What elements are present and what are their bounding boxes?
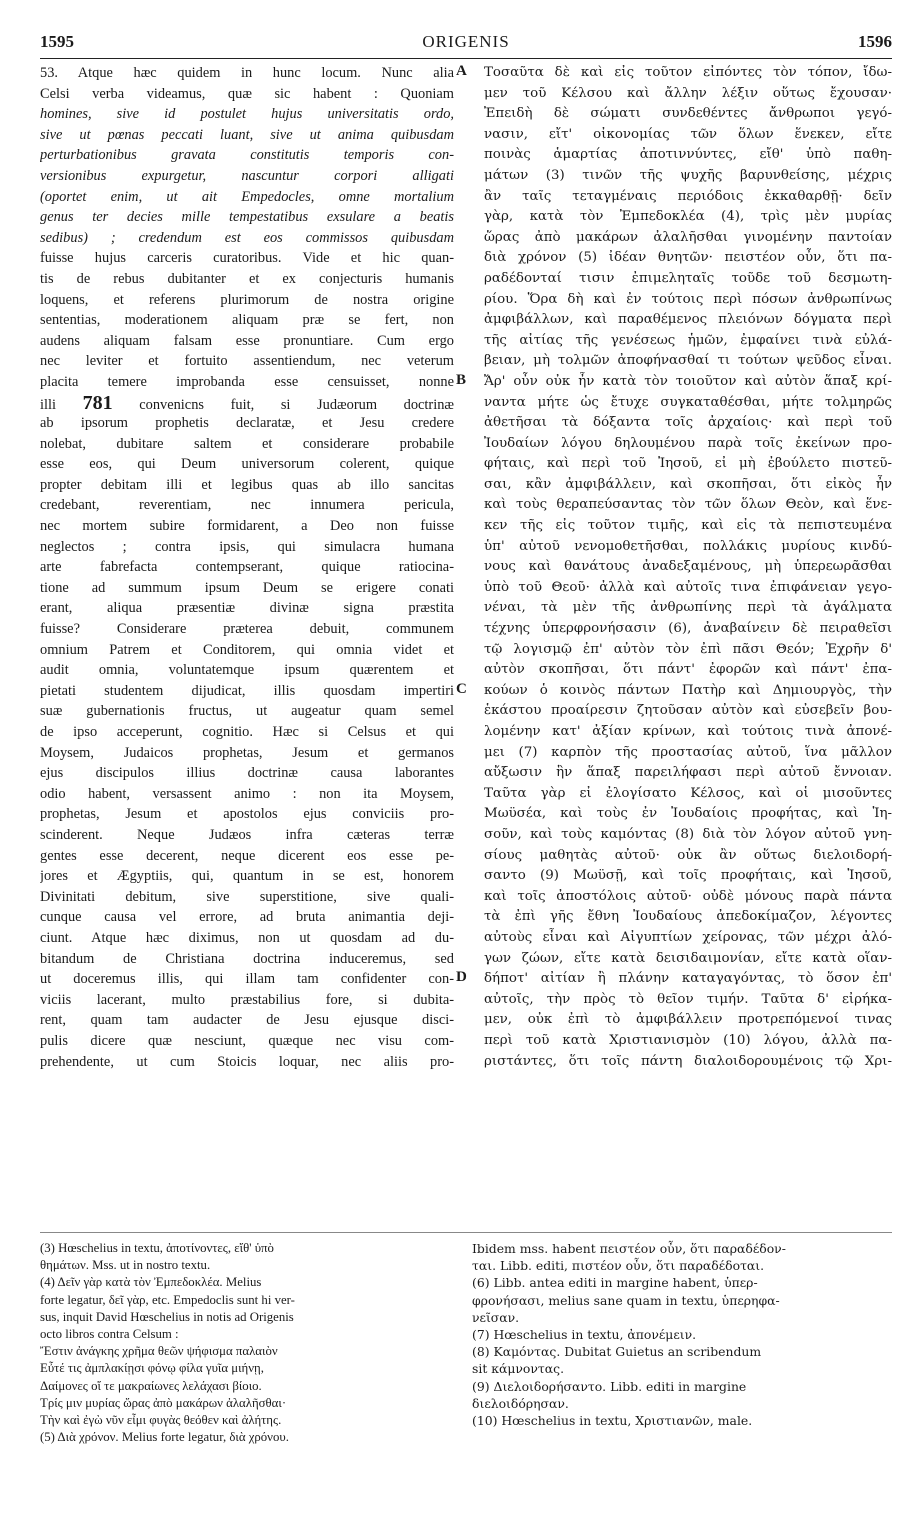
latin-text-line: illi 781 convenicns fuit, si Judæorum doctrinæ [40,392,454,414]
greek-text-line: ναντα μήτε ὡς ἔτυχε συγκαταθέσθαι, μήτε τολμηρῶς [484,394,892,410]
latin-text-line: arte fabrefacta contempserant, quique ratiocina- [40,559,454,576]
greek-text-line: αὔξωσιν ἣν ἅπαξ παρειλήφασι περὶ αὐτοῦ ἔννοιαν. [484,765,892,781]
latin-text-line: neglectos ; contra ipsis, qui simulacra humana [40,538,454,555]
greek-text-line: τῆς αἰτίας τῆς γενέσεως ἡμῶν, ἐμφαίνει τινὰ εὐλά- [484,332,892,348]
footnotes-right [472,1240,880,1429]
greek-text-line: ρίου. Ὅρα δὴ καὶ ἐν τούτοις περὶ πόσων ἀνθρωπίνως [484,291,892,307]
latin-text-line: omnium Patrem et Conditorem, qui omnia videt et [40,641,454,658]
latin-text-line: cunque causa vel errore, ad bruta animantia deji- [40,909,454,926]
latin-text-line: suæ gubernationis fructus, ut augeatur quam semel [40,703,454,720]
footnote-line: (10) Hœschelius in textu, Χριστιανῶν, male. [472,1413,753,1429]
footnote-line: ται. Libb. editi, πιστέον οὖν, ὅτι παραδέδοται. [472,1258,765,1274]
greek-text-line: ἀμφιβάλλων, καὶ παραθέμενος πλειόνων δόγματα περὶ [484,312,892,328]
latin-text-line: audit omnia, voluntatemque ipsum quærentem et [40,662,454,679]
greek-text-line: μεν τοῦ Κέλσου καὶ ἄλλην λέξιν οὕτως ἔχουσαν· [484,85,892,101]
greek-text-line: τῷ λογισμῷ ἐπ' αὐτὸν τὸν ἐπὶ πᾶσι Θεόν; Ἐχρῆν δ' [484,641,892,657]
greek-text-line: καὶ τοῖς ἀποστόλοις αὐτοῦ· οὐδὲ μόνους παρὰ πάντα [484,888,892,904]
greek-text-line: ραδέδονταί τισιν ἐπιμεληταῖς τοῦδε τοῦ δεσμωτη- [484,270,892,286]
margin-marker-a: A [456,63,467,79]
latin-text-line: tione ad summum ipsum Deum se erigere conati [40,579,454,596]
greek-text-line: νέναι, τὰ μὲν τῆς ἀνθρωπίνης περὶ τὰ ἀγάλματα [484,600,892,616]
column-number: 781 [82,392,113,414]
footnote-line: φρονήσασι, melius sane quam in textu, ὑπερηφα- [472,1292,780,1308]
footnote-line: octo libros contra Celsum : [40,1327,179,1342]
footnote-line: (6) Libb. antea editi in margine habent, ὑπερ- [472,1275,758,1291]
latin-text-line: sive ut pœnas peccati luant, sive ut anima quibusdam [40,126,454,143]
greek-text-line: Ἄρ' οὖν οὐκ ἦν κατὰ τὸν τοιοῦτον καὶ αὐτὸν ἅπαξ κρί- [484,373,892,389]
greek-text-line: κούων ὁ κοινὸς πάντων Πατὴρ καὶ Δημιουργὸς, τὴν [484,682,892,698]
greek-text-line: σίους μαθητὰς αὐτοῦ· οὐκ ἂν οὕτως διελοιδορή- [484,847,892,863]
latin-text-line: nec mortem subire formidarent, a Deo non fuisse [40,518,454,535]
latin-text-line: fuisse? Considerare præterea debuit, communem [40,621,454,638]
greek-text-line: ποινὰς ἁμαρτίας ἀποτιννύντες, εἴθ' ὑπὸ παθη- [484,147,892,163]
greek-text-line: σοῦν, καὶ τοὺς καμόντας (8) διὰ τὸν λόγον αὐτοῦ γνη- [484,826,892,842]
latin-text-line: nolebat, dubitare saltem et considerare probabile [40,435,454,452]
greek-text-line: βειαν, μὴ τολμῶν ἀποφήνασθαί τι τούτων ψεῦδος εἶναι. [484,353,892,369]
running-header [40,28,892,59]
footnote-line: νεῖσαν. [472,1309,520,1325]
page-number-right: 1596 [858,32,892,51]
footnote-line: (3) Hœschelius in textu, ἀποτίνοντες, εἴθ' ὑπὸ [40,1241,274,1255]
latin-text-line: audens aliquam falsam esse pronuntiare. Cum ergo [40,332,454,349]
greek-text-line: γων ζώων, εἴτε κατὰ δεισιδαιμονίαν, εἴτε κατὰ οἵαν- [484,950,892,966]
latin-text-line: Celsi verba videamus, quæ sic habent : Quoniam [40,85,454,102]
latin-text-line: Moysem, Judaicos prophetas, Jesum et germanos [40,744,454,761]
greek-text-line: νους καὶ θανάτους ἀναδεξαμένους, μὴ ὑπερεωρᾶσθαι [484,559,892,575]
footnote-line: Δαίμονες οἵ τε μακραίωνες λελάχασι βίοιο. [40,1378,262,1393]
footnote-line: (7) Hœschelius in textu, ἀπονέμειν. [472,1327,697,1343]
greek-text-line: κεν τῆς εἰς τοῦτον τιμῆς, καὶ εἰς τὰ πεπιστευμένα [484,518,892,534]
greek-text-line: Τοσαῦτα δὲ καὶ εἰς τοῦτον εἰπόντες τὸν τόπον, ἴδω- [484,65,892,80]
greek-text-line: αὐτοῖς, τὴν πρὸς τὸ θεῖον τιμήν. Ταῦτα δ' εἰρήκα- [484,991,892,1007]
running-title: ORIGENIS [422,32,510,51]
footnote-line: (8) Καμόντας. Dubitat Guietus an scribendum [472,1344,762,1360]
greek-text-line: μει (7) καρπὸν τῆς προστασίας αὐτοῦ, ἵνα μᾶλλον [484,744,892,760]
footnote-separator [40,1232,892,1233]
footnote-line: Τρίς μιν μυρίας ὥρας ἀπὸ μακάρων ἀλαλῆσθαι· [40,1395,287,1410]
latin-text-line: pulis dicere quæ nesciunt, quæque nec visu com- [40,1032,454,1049]
greek-text-line: δήποτ' αἰτίαν ἢ πλάνην καταγαγόντας, τὸ ὅσον ἐπ' [484,971,892,987]
margin-marker-b: B [456,372,467,388]
greek-text-line: ὑπὸ τοῦ Θεοῦ· ἀλλὰ καὶ αὐτοῖς τινα ἐπιφάνειαν γεγο- [484,579,892,595]
footnote-line: Ibidem mss. habent πειστέον οὖν, ὅτι παραδέδον- [472,1241,786,1256]
greek-text-line: γὰρ, κατὰ τὸν Ἐμπεδοκλέα (4), τρὶς μὲν μυρίας [484,209,892,225]
footnote-line: (9) Διελοιδορήσαντο. Libb. editi in margine [472,1378,747,1394]
greek-text-line: ὑπ' αὐτοῦ νενομοθετῆσθαι, πολλάκις μυρίους κινδύ- [484,538,892,554]
latin-text-line: prophetas, Jesum et apostolos ejus conviciis pro- [40,806,454,823]
greek-text-line: μεν, οὐκ ἐπὶ τὸ ἀμφιβάλλειν προτρεπόμενοί τινας [484,1012,892,1028]
footnotes-left [40,1240,454,1446]
latin-text-line: erant, aliqua præsentiæ divinæ signa præstita [40,600,454,617]
greek-text-line: Ταῦτα γὰρ εἰ ἐλογίσατο Κέλσος, καὶ οἱ μισοῦντες [484,785,892,801]
greek-text-line: μάτων (3) τινῶν τῆς ψυχῆς βαρυνθείσης, μέχρις [484,167,892,183]
greek-text-line: ἑκάστου προαίρεσιν ζητοῦσαν αὐτὸν καὶ εὐσεβεῖν βου- [484,703,892,719]
latin-text-line: gentes esse decerent, neque dicerent eos esse pe- [40,847,454,864]
margin-marker-d: D [456,969,467,985]
greek-text-line: ριστάντες, ὅτι τοῖς πάντη διαλοιδορουμένοις τῷ Χρι- [484,1053,892,1069]
latin-text-line: rent, quam tam audacter de Jesu ejusque disci- [40,1012,454,1029]
footnote-line: (4) Δεῖν γὰρ κατὰ τὸν Ἐμπεδοκλέα. Melius [40,1275,262,1290]
latin-column [40,63,454,1072]
greek-text-line: ἂν ταῖς τεταγμέναις περιόδοις ἐκκαθαρθῇ· δεῖν [484,188,892,204]
latin-text-line: propter debitam illi et legibus quas ab illo sancitas [40,476,454,493]
greek-column [484,63,892,1072]
footnote-line: Τὴν καὶ ἐγὼ νῦν εἶμι φυγὰς θεόθεν καὶ ἀλήτης. [40,1413,282,1428]
latin-text-line: de ipso acceperunt, cognitio. Hæc si Celsus et qui [40,724,454,740]
greek-text-line: τέχνης ὑπερφρονήσασιν (6), ἀναβαίνειν δὲ πειραθεῖσι [484,621,892,637]
latin-text-line: 53. Atque hæc quidem in hunc locum. Nunc alia [40,65,454,81]
greek-text-line: λομένην κατ' ἀξίαν κρίνων, καὶ τούτοις τινὰ ἀπονέ- [484,724,892,739]
footnote-line: διελοιδόρησαν. [472,1395,569,1411]
latin-text-line: (oportet enim, ut ait Empedocles, omne mortalium [40,188,454,205]
latin-text-line: prehendente, ut cum Stoicis loquar, nec aliis pro- [40,1053,454,1070]
latin-text-line: homines, sive id postulet hujus universitatis ordo, [40,106,454,123]
latin-text-line: odio habent, versassent animo : non ita Moysem, [40,785,454,802]
latin-text-line: Divinitati debitum, sive superstitione, sive quali- [40,888,454,905]
margin-marker-c: C [456,681,467,697]
footnote-line: forte legatur, δεῖ γὰρ, etc. Empedoclis sunt hi ver- [40,1292,295,1307]
footnote-line: Εὖτέ τις ἀμπλακίῃσι φόνῳ φίλα γυῖα μιήνῃ, [40,1361,264,1376]
latin-text-line: fuisse hujus carceris curatoribus. Vide et hic quan- [40,250,454,267]
greek-text-line: αὐτὸν σκοπῆσαι, ὅτι πάντ' ἐφορῶν καὶ πάντ' ἐπα- [484,662,892,678]
greek-text-line: Ἐπειδὴ δὲ σώματι συνδεθέντες ἄνθρωποι γεγό- [484,106,892,122]
two-column-body [40,63,892,1243]
latin-text-line: sententias, moderationem aliquam præ se fert, non [40,312,454,329]
latin-text-line: scinderent. Neque Judæos infra cæteras terræ [40,826,454,843]
latin-text-line: genus ter decies mille tempestatibus exsulare a beatis [40,209,454,226]
greek-text-line: Μωϋσέα, καὶ τοὺς ἐν Ἰουδαίοις προφήτας, καὶ Ἰη- [484,806,892,822]
footnote-line: (5) Διὰ χρόνον. Melius forte legatur, διὰ χρόνου. [40,1430,289,1445]
footnote-line: sit κάμνοντας. [472,1361,565,1377]
greek-text-line: τὰ ἐπὶ γῆς ἔθνη Ἰουδαίους ἀπεδοκίμαζον, λέγοντες [484,909,892,925]
latin-text-line: viciis lacerant, multo præstabilius fore, si dubita- [40,991,454,1008]
greek-text-line: ἀθετῆσαι τὰ δόξαντα τοῖς ἀρχαίοις· καὶ περὶ τοῦ [484,415,892,431]
latin-text-line: credebant, reverentiam, nec innumera pericula, [40,497,454,514]
greek-text-line: περὶ τοῦ κατὰ Χριστιανισμὸν (10) λόγου, ἀλλὰ πα- [484,1032,892,1048]
page-number-left: 1595 [40,32,74,51]
greek-text-line: σαι, κἂν ἀμφιβάλλειν, καὶ σκοπῆσαι, ὅτι εἰκὸς ἦν [484,476,892,492]
latin-text-line: pietati studentem dijudicat, illis quosdam impertiri [40,682,454,699]
footnote-line: sus, inquit David Hœschelius in notis ad Origenis [40,1309,294,1324]
latin-text-line: perturbationibus gravata constitutis temporis con- [40,147,454,164]
greek-text-line: ὥρας ἀπὸ μακάρων ἀλαλῆσθαι γινομένην παντοίαν [484,229,892,245]
latin-text-line: ab ipsorum prophetis declaratæ, et Jesu credere [40,415,454,432]
latin-text-line: jores et Ægyptiis, qui, quantum in se est, honorem [40,868,454,885]
latin-text-line: nec leviter et fortuito assentiendum, nec veterum [40,353,454,370]
latin-text-line: ejus discipulos illius doctrinæ causa laborantes [40,765,454,782]
latin-text-line: placita temere improbanda esse censuisset, nonne [40,373,454,390]
latin-text-line: tis de rebus dubitanter et ex conjecturis humanis [40,270,454,287]
greek-text-line: σαντο (9) Μωϋσῇ, καὶ τοῖς προφήταις, καὶ Ἰησοῦ, [484,868,892,884]
greek-text-line: Ἰουδαίων λόγου δηλουμένου παρὰ τοῖς ἐκείνων προ- [484,435,892,451]
latin-text-line: ciunt. Atque hæc diximus, non ut quosdam ad du- [40,929,454,946]
latin-text-line: loquens, et referens plurimorum de nostra origine [40,291,454,308]
latin-text-line: esse eos, qui Deum universorum colerent, quique [40,456,454,473]
latin-text-line: bitandum de Christiana doctrina induceremus, sed [40,950,454,967]
greek-text-line: νασιν, εἴτ' οἰκονομίας τῶν ὅλων ἕνεκεν, εἴτε [484,126,892,142]
footnote-line: θημάτων. Mss. ut in nostro textu. [40,1258,211,1273]
latin-text-line: versionibus expurgetur, nascuntur corpori alligati [40,167,454,184]
latin-text-line: sedibus) ; credendum est eos commissos quibusdam [40,229,454,246]
greek-text-line: καὶ τοὺς θεραπεύσαντας τὸν τῶν ὅλων Θεὸν, καὶ ἕνε- [484,497,892,513]
latin-text-line: ut doceremus illis, qui illam tam confidenter con- [40,971,454,988]
greek-text-line: διὰ χρόνον (5) ἰδέαν θνητῶν· πειστέον οὖν, ὅτι πα- [484,250,892,266]
footnote-line: Ἔστιν ἀνάγκης χρῆμα θεῶν ψήφισμα παλαιὸν [40,1344,278,1359]
greek-text-line: αὐτοὺς εἶναι καὶ Αἰγυπτίων χείρονας, τῶν μέχρι ἀλό- [484,929,892,945]
greek-text-line: φήταις, καὶ περὶ τοῦ Ἰησοῦ, εἰ μὴ ἐβούλετο πιστεῦ- [484,456,892,472]
